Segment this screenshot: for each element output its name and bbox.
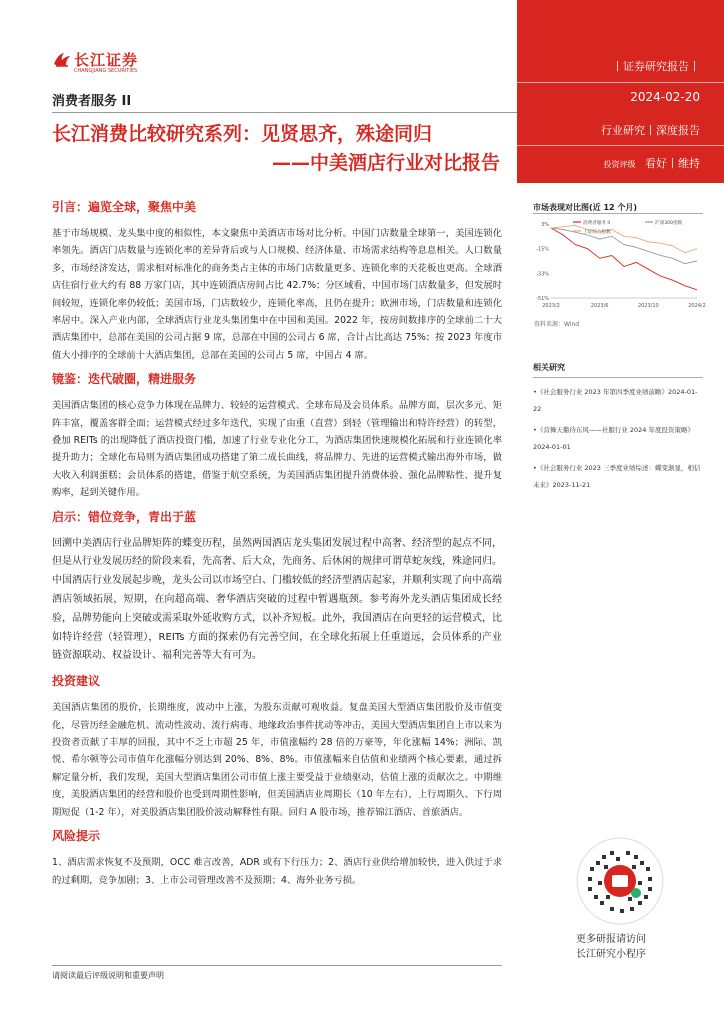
legend-label: 消费者服务 II	[583, 221, 611, 226]
x-tick-label: 2023/10	[637, 303, 659, 309]
rating-value: 看好丨维持	[645, 157, 700, 170]
report-title: 长江消费比较研究系列：见贤思齐，殊途同归	[52, 123, 433, 145]
report-type: 行业研究丨深度报告	[601, 124, 700, 137]
brand-name: 长江证券	[74, 51, 139, 69]
series-line	[551, 228, 697, 264]
chart-title: 市场表现对比图(近 12 个月)	[533, 203, 638, 212]
rating	[604, 155, 701, 171]
market-performance-chart	[533, 202, 706, 332]
brand-name-en: CHANGJIANG SECURITIES	[74, 68, 138, 74]
related-item[interactable]: •《社会服务行业 2023 年第四季度业绩前瞻》2024-01-22	[533, 388, 698, 413]
report-tag: 丨证券研究报告丨	[612, 60, 700, 73]
section-paragraph: 1、酒店需求恢复不及预期，OCC 难言改善，ADR 或有下行压力；2、酒店行业供给增加较快，进入供过于求的过剩期，竞争加剧；3、上市公司管理改善不及预期；4、海外业务亏损。	[52, 857, 502, 886]
y-tick-label: 3%	[541, 222, 549, 228]
footer-disclaimer: 请阅读最后评级说明和重要声明	[52, 971, 164, 980]
divider	[52, 965, 502, 966]
logo-mark-icon	[52, 50, 72, 70]
series-line	[551, 225, 697, 252]
x-tick-label: 2023/6	[590, 303, 609, 309]
y-tick-label: -51%	[536, 296, 549, 302]
qr-caption: 更多研报请访问	[576, 934, 646, 945]
section-paragraph: 基于市场规模、龙头集中度的相似性，本文聚焦中美酒店市场对比分析。中国门店数量全球第一，美国连锁化率领先。酒店门店数量与连锁化率的差异背后或与人口规模、经济体量、市场需求结构等息息相关。人口数量多，市场经济发达，需求相对标准化的商务类占主体的市场门店数量更多、连锁化率的天花板也更高。全球酒店住宿行业大约有 88 万家门店，其中连锁酒店房间占比 42.7%；分区域看，中国市场门店数量多，但发展时间较短，连锁化率仍较低；美国市场，门店数较少，连锁化率高，且仍在提升；欧洲市场，门店数量和连锁化率居中。深入产业内部，全球酒店行业龙头集团集中在中国和美国。2022 年，按房间数排序的全球前二十大酒店集团中，总部在美国的公司占据 9 席，总部在中国的公司占 6 席，合计占比高达 75%；按 2023 年度市值大小排序的全球前十大酒店集团，总部在美国的公司占 5 席，中国占 4 席。	[52, 228, 502, 361]
section-paragraph: 美国酒店集团的股价，长期维度，波动中上涨，为股东贡献可观收益。复盘美国大型酒店集团股价及市值变化，尽管历经金融危机、流动性波动、流行病毒、地缘政治事件扰动等冲击，美国大型酒店集团自上市以来为投资者贡献了丰厚的回报，其中不乏上市超 25 年，市值涨幅约 28 倍的万豪等，年化涨幅 14%；洲际、凯悦、希尔顿等公司市值年化涨幅分别达到 20%、8%、8%。市值涨幅来自估值和业绩两个核心要素，通过拆解定量分析，我们发现，美国大型酒店集团公司市值上涨主要受益于业绩驱动，估值上涨的贡献次之。中期维度，美股酒店集团的经营和股价也受到周期性影响，但美国酒店业周期长（10 年左右），上行周期久、下行周期短促（1-2 年），对美股酒店集团股价波动解释性有限。回归 A 股市场，推荐锦江酒店、首旅酒店。	[52, 702, 502, 818]
qr-caption: 长江研究小程序	[576, 949, 646, 960]
section-paragraph: 回溯中美酒店行业品牌矩阵的蝶变历程，虽然两国酒店龙头集团发展过程中高奢、经济型的起点不同，但是从行业发展历经的阶段来看，先高奢、后大众，先商务、后休闲的规律可谓草蛇灰线，殊途同归。中国酒店行业发展起步晚，龙头公司以市场空白、门槛较低的经济型酒店起家，并顺利实现了向中高端酒店领域拓展，短期，在向超高端、奢华酒店突破的过程中暂遇瓶颈。参考海外龙头酒店集团成长经验，品牌势能向上突破或需采取外延收购方式，以补齐短板。此外，我国酒店在向更轻的运营模式，比如特许经营（轻管理），REITs 方面的探索仍有完善空间，在全球化拓展上任重道远，会员体系的产业链资源联动、权益设计、福利完善等大有可为。	[52, 537, 502, 662]
report-date: 2024-02-20	[630, 90, 700, 104]
section-heading: 投资建议	[52, 674, 101, 689]
y-tick-label: -33%	[536, 271, 549, 278]
brand-logo	[52, 48, 162, 80]
divider	[52, 112, 517, 113]
divider	[517, 82, 724, 83]
y-tick-label: -15%	[536, 246, 549, 253]
x-tick-label: 2024/2	[688, 303, 706, 309]
x-tick-label: 2023/2	[542, 303, 560, 309]
divider	[533, 213, 703, 214]
legend-label: 上证综合指数	[583, 230, 611, 235]
industry-category: 消费者服务 II	[52, 94, 132, 109]
rating-label: 投资评级	[603, 160, 636, 169]
section-heading: 引言：遍览全球，聚焦中美	[52, 200, 197, 214]
legend-label: 沪深300指数	[655, 221, 683, 226]
qr-code-icon[interactable]	[576, 837, 664, 925]
related-research	[533, 362, 703, 498]
section-heading: 启示：错位竞争，青出于蓝	[52, 509, 197, 524]
section-heading: 风险提示	[52, 829, 101, 844]
chart-plot	[533, 216, 706, 316]
chart-source: 资料来源：Wind	[534, 321, 580, 328]
section-heading: 镜鉴：迭代破圈，精进服务	[52, 372, 197, 387]
report-body	[52, 192, 502, 895]
related-item[interactable]: •《营舞天衢待东风——社服行业 2024 年度投资策略》2024-01-01	[533, 426, 695, 451]
section-paragraph: 美国酒店集团的核心竞争力体现在品牌力、较轻的运营模式、全球布局及会员体系。品牌方面，层次多元、矩阵丰富，覆盖客群全面；运营模式经过多年迭代，实现了由重（直营）到轻（管理输出和特许经营）的转型，叠加 REITs 的出现降低了酒店投资门槛，加速了行业专业化分工，为酒店集团快速规模化拓展和行业连锁化率提升助力；全球化布局则为酒店集团成功搭建了第二成长曲线，将品牌力、先进的运营模式输出海外市场，做大收入利润蛋糕；会员体系的搭建，借鉴于航空系统，为美国酒店集团提升消费体验、强化品牌粘性、提升复购率，起到关键作用。	[52, 400, 502, 499]
header-panel	[517, 0, 724, 183]
related-title: 相关研究	[533, 362, 703, 378]
related-item[interactable]: •《社会服务行业 2023 三季度业绩综述：蝶变渐显，相信未来》2023-11-21	[533, 464, 701, 489]
report-subtitle: ——中美酒店行业对比报告	[271, 152, 500, 174]
divider	[517, 145, 724, 146]
